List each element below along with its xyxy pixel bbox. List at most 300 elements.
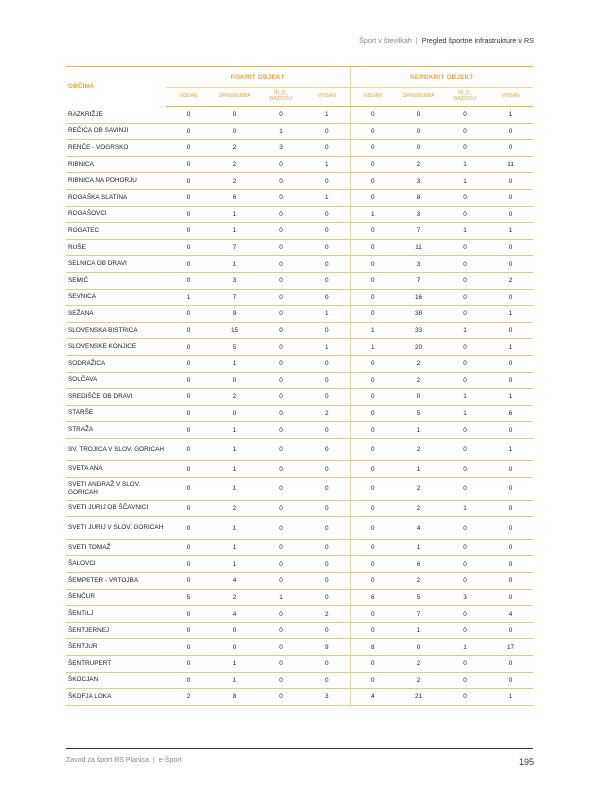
value-cell: 0 <box>304 123 350 140</box>
table-row <box>66 589 533 606</box>
value-cell: 0 <box>166 123 211 140</box>
value-cell: 1 <box>442 500 488 517</box>
value-cell: 0 <box>350 223 395 240</box>
value-cell: 0 <box>442 256 488 273</box>
value-cell: 0 <box>166 339 211 356</box>
value-cell: 1 <box>211 517 258 540</box>
value-cell: 0 <box>350 140 395 157</box>
table-row <box>66 306 533 323</box>
value-cell: 7 <box>211 239 258 256</box>
municipality-name: REČICA OB SAVINJI <box>66 123 166 140</box>
municipality-name: RUŠE <box>66 239 166 256</box>
value-cell: 1 <box>211 438 258 461</box>
value-cell: 0 <box>350 239 395 256</box>
municipality-name: ŠALOVCI <box>66 556 166 573</box>
value-cell: 4 <box>488 606 533 623</box>
value-cell: 3 <box>211 272 258 289</box>
value-cell: 2 <box>211 173 258 190</box>
value-cell: 0 <box>442 140 488 157</box>
municipality-name: ŠENTJERNEJ <box>66 622 166 639</box>
table-row <box>66 672 533 689</box>
value-cell: 0 <box>442 556 488 573</box>
value-cell: 1 <box>488 689 533 706</box>
value-cell: 0 <box>166 239 211 256</box>
value-cell: 0 <box>166 355 211 372</box>
value-cell: 0 <box>442 189 488 206</box>
value-cell: 0 <box>488 173 533 190</box>
value-cell: 0 <box>258 289 304 306</box>
value-cell: 0 <box>304 461 350 478</box>
value-cell: 0 <box>304 589 350 606</box>
value-cell: 1 <box>395 539 442 556</box>
value-cell: 3 <box>395 256 442 273</box>
column-header-municipality: OBČINA <box>66 67 166 107</box>
footer-brand: e-Šport <box>158 757 182 764</box>
value-cell: 0 <box>350 438 395 461</box>
value-cell: 0 <box>488 206 533 223</box>
table-row <box>66 478 533 501</box>
value-cell: 0 <box>304 322 350 339</box>
municipality-name: RIBNICA NA POHORJU <box>66 173 166 190</box>
value-cell: 1 <box>488 107 533 124</box>
value-cell: 0 <box>488 672 533 689</box>
value-cell: 3 <box>395 206 442 223</box>
value-cell: 0 <box>166 256 211 273</box>
value-cell: 20 <box>395 339 442 356</box>
table-row <box>66 107 533 124</box>
value-cell: 0 <box>211 123 258 140</box>
value-cell: 0 <box>442 517 488 540</box>
value-cell: 0 <box>304 206 350 223</box>
municipality-name: SLOVENSKA BISTRICA <box>66 322 166 339</box>
value-cell: 1 <box>442 156 488 173</box>
municipality-name: RENČE - VOGRSKO <box>66 140 166 157</box>
group-header-covered: POKRIT OBJEKT <box>166 67 350 88</box>
value-cell: 0 <box>166 156 211 173</box>
value-cell: 1 <box>488 306 533 323</box>
value-cell: 0 <box>166 405 211 422</box>
value-cell: 0 <box>304 256 350 273</box>
value-cell: 1 <box>211 656 258 673</box>
table-row <box>66 140 533 157</box>
table-row <box>66 372 533 389</box>
value-cell: 1 <box>211 672 258 689</box>
value-cell: 1 <box>395 461 442 478</box>
value-cell: 0 <box>166 189 211 206</box>
value-cell: 0 <box>488 573 533 590</box>
value-cell: 0 <box>258 672 304 689</box>
value-cell: 0 <box>258 256 304 273</box>
value-cell: 7 <box>395 272 442 289</box>
value-cell: 0 <box>350 156 395 173</box>
value-cell: 0 <box>166 422 211 439</box>
table-row <box>66 239 533 256</box>
value-cell: 6 <box>211 189 258 206</box>
value-cell: 5 <box>395 589 442 606</box>
value-cell: 2 <box>488 272 533 289</box>
value-cell: 0 <box>258 107 304 124</box>
value-cell: 0 <box>211 405 258 422</box>
value-cell: 33 <box>395 322 442 339</box>
value-cell: 1 <box>488 223 533 240</box>
value-cell: 0 <box>350 517 395 540</box>
table-row <box>66 517 533 540</box>
municipality-name: RIBNICA <box>66 156 166 173</box>
value-cell: 0 <box>350 405 395 422</box>
value-cell: 0 <box>350 656 395 673</box>
value-cell: 1 <box>350 206 395 223</box>
value-cell: 1 <box>304 306 350 323</box>
value-cell: 0 <box>258 405 304 422</box>
value-cell: 0 <box>350 189 395 206</box>
value-cell: 0 <box>350 389 395 406</box>
footer-org <box>66 757 182 764</box>
value-cell: 0 <box>488 500 533 517</box>
value-cell: 0 <box>258 223 304 240</box>
municipality-name: SVETI TOMAŽ <box>66 539 166 556</box>
municipality-name: ROGAŠKA SLATINA <box>66 189 166 206</box>
value-cell: 0 <box>258 517 304 540</box>
value-cell: 38 <box>395 306 442 323</box>
value-cell: 0 <box>258 539 304 556</box>
table-row <box>66 223 533 240</box>
value-cell: 0 <box>166 539 211 556</box>
value-cell: 0 <box>166 556 211 573</box>
value-cell: 2 <box>304 405 350 422</box>
value-cell: 0 <box>395 389 442 406</box>
table-row <box>66 389 533 406</box>
value-cell: 0 <box>395 140 442 157</box>
table-body <box>66 107 533 706</box>
subheader-uncovered-oddan: ODDAN <box>350 88 395 107</box>
value-cell: 0 <box>258 156 304 173</box>
value-cell: 0 <box>304 289 350 306</box>
value-cell: 0 <box>304 656 350 673</box>
value-cell: 1 <box>488 438 533 461</box>
value-cell: 1 <box>442 173 488 190</box>
value-cell: 0 <box>166 206 211 223</box>
value-cell: 16 <box>395 289 442 306</box>
municipality-name: RAZKRIŽJE <box>66 107 166 124</box>
value-cell: 0 <box>395 123 442 140</box>
value-cell: 1 <box>211 206 258 223</box>
value-cell: 0 <box>258 556 304 573</box>
infrastructure-table <box>66 66 533 706</box>
municipality-name: SEVNICA <box>66 289 166 306</box>
table-row <box>66 405 533 422</box>
value-cell: 1 <box>442 639 488 656</box>
subheader-uncovered-vpisan: VPISAN <box>488 88 533 107</box>
value-cell: 4 <box>350 689 395 706</box>
value-cell: 15 <box>211 322 258 339</box>
municipality-name: SVETI JURIJ V SLOV. GORICAH <box>66 517 166 540</box>
value-cell: 2 <box>395 355 442 372</box>
value-cell: 5 <box>211 339 258 356</box>
value-cell: 0 <box>166 306 211 323</box>
value-cell: 0 <box>304 372 350 389</box>
value-cell: 0 <box>350 289 395 306</box>
value-cell: 2 <box>211 389 258 406</box>
subheader-uncovered-ni-v-razvidu: NI_V_ RAZVIDU <box>442 88 488 107</box>
table-row <box>66 256 533 273</box>
value-cell: 0 <box>166 639 211 656</box>
municipality-name: ŠENTRUPERT <box>66 656 166 673</box>
value-cell: 7 <box>211 289 258 306</box>
value-cell: 0 <box>488 322 533 339</box>
value-cell: 0 <box>258 272 304 289</box>
value-cell: 1 <box>211 556 258 573</box>
value-cell: 0 <box>488 478 533 501</box>
value-cell: 0 <box>442 689 488 706</box>
value-cell: 0 <box>488 289 533 306</box>
table-row <box>66 689 533 706</box>
table-row <box>66 289 533 306</box>
value-cell: 0 <box>350 107 395 124</box>
value-cell: 4 <box>395 517 442 540</box>
value-cell: 0 <box>350 478 395 501</box>
value-cell: 1 <box>395 422 442 439</box>
value-cell: 0 <box>350 573 395 590</box>
value-cell: 1 <box>304 107 350 124</box>
value-cell: 0 <box>258 622 304 639</box>
value-cell: 0 <box>442 339 488 356</box>
value-cell: 0 <box>304 140 350 157</box>
value-cell: 0 <box>350 622 395 639</box>
value-cell: 0 <box>166 656 211 673</box>
value-cell: 0 <box>304 173 350 190</box>
value-cell: 17 <box>488 639 533 656</box>
value-cell: 0 <box>442 622 488 639</box>
footer-rule <box>66 748 533 749</box>
value-cell: 5 <box>395 405 442 422</box>
value-cell: 6 <box>395 556 442 573</box>
value-cell: 1 <box>211 223 258 240</box>
value-cell: 0 <box>488 589 533 606</box>
value-cell: 0 <box>258 606 304 623</box>
value-cell: 1 <box>304 156 350 173</box>
value-cell: 2 <box>395 478 442 501</box>
municipality-name: STRAŽA <box>66 422 166 439</box>
value-cell: 0 <box>350 500 395 517</box>
infrastructure-table-container <box>66 66 533 706</box>
value-cell: 0 <box>258 389 304 406</box>
table-row <box>66 422 533 439</box>
value-cell: 0 <box>350 539 395 556</box>
value-cell: 2 <box>395 438 442 461</box>
value-cell: 2 <box>166 689 211 706</box>
value-cell: 0 <box>258 372 304 389</box>
municipality-name: ŠENTILJ <box>66 606 166 623</box>
value-cell: 6 <box>350 589 395 606</box>
table-row <box>66 438 533 461</box>
footer-org-name: Zavod za šport RS Planica <box>66 757 149 764</box>
subheader-covered-vpisan: VPISAN <box>304 88 350 107</box>
municipality-name: SEMIČ <box>66 272 166 289</box>
value-cell: 0 <box>258 322 304 339</box>
value-cell: 0 <box>488 461 533 478</box>
value-cell: 8 <box>395 189 442 206</box>
value-cell: 0 <box>258 639 304 656</box>
table-row <box>66 639 533 656</box>
value-cell: 0 <box>442 573 488 590</box>
value-cell: 0 <box>258 656 304 673</box>
value-cell: 0 <box>166 517 211 540</box>
value-cell: 0 <box>442 656 488 673</box>
value-cell: 2 <box>395 672 442 689</box>
municipality-name: SVETI JURIJ OB ŠČAVNICI <box>66 500 166 517</box>
value-cell: 0 <box>258 339 304 356</box>
header-separator: | <box>415 36 418 45</box>
value-cell: 0 <box>350 422 395 439</box>
subheader-covered-sprememba: SPREMEMBA <box>211 88 258 107</box>
value-cell: 0 <box>442 272 488 289</box>
value-cell: 0 <box>350 461 395 478</box>
table-row <box>66 173 533 190</box>
table-row <box>66 461 533 478</box>
table-row <box>66 539 533 556</box>
value-cell: 0 <box>211 372 258 389</box>
value-cell: 0 <box>304 573 350 590</box>
value-cell: 1 <box>350 339 395 356</box>
header-document-title: Pregled športne infrastrukture v RS <box>421 36 534 45</box>
municipality-name: ŠENTJUR <box>66 639 166 656</box>
table-row <box>66 573 533 590</box>
table-row <box>66 355 533 372</box>
value-cell: 1 <box>211 422 258 439</box>
value-cell: 0 <box>166 272 211 289</box>
value-cell: 0 <box>488 517 533 540</box>
value-cell: 0 <box>166 606 211 623</box>
value-cell: 0 <box>211 622 258 639</box>
municipality-name: ŠEMPETER - VRTOJBA <box>66 573 166 590</box>
value-cell: 0 <box>350 256 395 273</box>
value-cell: 0 <box>258 478 304 501</box>
value-cell: 1 <box>442 405 488 422</box>
value-cell: 0 <box>166 223 211 240</box>
municipality-name: SREDIŠČE OB DRAVI <box>66 389 166 406</box>
value-cell: 0 <box>166 573 211 590</box>
value-cell: 0 <box>166 438 211 461</box>
value-cell: 0 <box>166 372 211 389</box>
value-cell: 0 <box>258 500 304 517</box>
value-cell: 0 <box>442 289 488 306</box>
value-cell: 0 <box>166 140 211 157</box>
value-cell: 1 <box>442 322 488 339</box>
value-cell: 1 <box>304 339 350 356</box>
value-cell: 2 <box>211 156 258 173</box>
municipality-name: SV. TROJICA V SLOV. GORICAH <box>66 438 166 461</box>
value-cell: 0 <box>304 556 350 573</box>
table-row <box>66 656 533 673</box>
value-cell: 0 <box>304 478 350 501</box>
value-cell: 1 <box>258 123 304 140</box>
page-header <box>359 36 534 45</box>
value-cell: 0 <box>258 189 304 206</box>
value-cell: 0 <box>304 622 350 639</box>
value-cell: 0 <box>350 372 395 389</box>
value-cell: 0 <box>442 422 488 439</box>
value-cell: 0 <box>488 256 533 273</box>
subheader-uncovered-sprememba: SPREMEMBA <box>395 88 442 107</box>
municipality-name: SVETI ANDRAŽ V SLOV. GORICAH <box>66 478 166 501</box>
table-row <box>66 622 533 639</box>
value-cell: 21 <box>395 689 442 706</box>
table-row <box>66 206 533 223</box>
footer-separator: | <box>152 757 155 764</box>
value-cell: 0 <box>166 461 211 478</box>
subheader-covered-oddan: ODDAN <box>166 88 211 107</box>
value-cell: 3 <box>304 689 350 706</box>
value-cell: 0 <box>488 355 533 372</box>
value-cell: 0 <box>258 239 304 256</box>
group-header-uncovered: NEPOKRIT OBJEKT <box>350 67 533 88</box>
value-cell: 0 <box>350 606 395 623</box>
value-cell: 0 <box>304 539 350 556</box>
municipality-name: ŠKOFJA LOKA <box>66 689 166 706</box>
value-cell: 0 <box>350 306 395 323</box>
value-cell: 1 <box>211 256 258 273</box>
value-cell: 0 <box>166 672 211 689</box>
table-row <box>66 500 533 517</box>
table-row <box>66 189 533 206</box>
municipality-name: ROGATEC <box>66 223 166 240</box>
value-cell: 0 <box>488 556 533 573</box>
value-cell: 2 <box>395 656 442 673</box>
value-cell: 1 <box>395 622 442 639</box>
value-cell: 0 <box>304 672 350 689</box>
value-cell: 0 <box>442 206 488 223</box>
value-cell: 0 <box>258 573 304 590</box>
value-cell: 2 <box>395 372 442 389</box>
value-cell: 11 <box>395 239 442 256</box>
value-cell: 0 <box>304 389 350 406</box>
value-cell: 1 <box>442 389 488 406</box>
value-cell: 0 <box>258 438 304 461</box>
municipality-name: SVETA ANA <box>66 461 166 478</box>
value-cell: 0 <box>350 123 395 140</box>
table-row <box>66 556 533 573</box>
value-cell: 0 <box>442 461 488 478</box>
value-cell: 6 <box>488 405 533 422</box>
table-row <box>66 322 533 339</box>
value-cell: 1 <box>304 189 350 206</box>
municipality-name: SELNICA OB DRAVI <box>66 256 166 273</box>
value-cell: 0 <box>442 539 488 556</box>
value-cell: 7 <box>395 223 442 240</box>
value-cell: 4 <box>211 606 258 623</box>
value-cell: 0 <box>488 372 533 389</box>
header-section: Šport v številkah <box>359 36 412 45</box>
value-cell: 1 <box>258 589 304 606</box>
municipality-name: ŠKOCJAN <box>66 672 166 689</box>
value-cell: 0 <box>304 517 350 540</box>
municipality-name: SODRAŽICA <box>66 355 166 372</box>
value-cell: 0 <box>442 372 488 389</box>
value-cell: 0 <box>166 478 211 501</box>
value-cell: 1 <box>211 355 258 372</box>
value-cell: 0 <box>488 422 533 439</box>
value-cell: 1 <box>350 322 395 339</box>
value-cell: 0 <box>442 306 488 323</box>
value-cell: 1 <box>211 478 258 501</box>
value-cell: 9 <box>211 306 258 323</box>
value-cell: 0 <box>442 355 488 372</box>
value-cell: 0 <box>258 173 304 190</box>
value-cell: 0 <box>350 272 395 289</box>
value-cell: 0 <box>442 478 488 501</box>
value-cell: 0 <box>442 438 488 461</box>
value-cell: 0 <box>350 556 395 573</box>
